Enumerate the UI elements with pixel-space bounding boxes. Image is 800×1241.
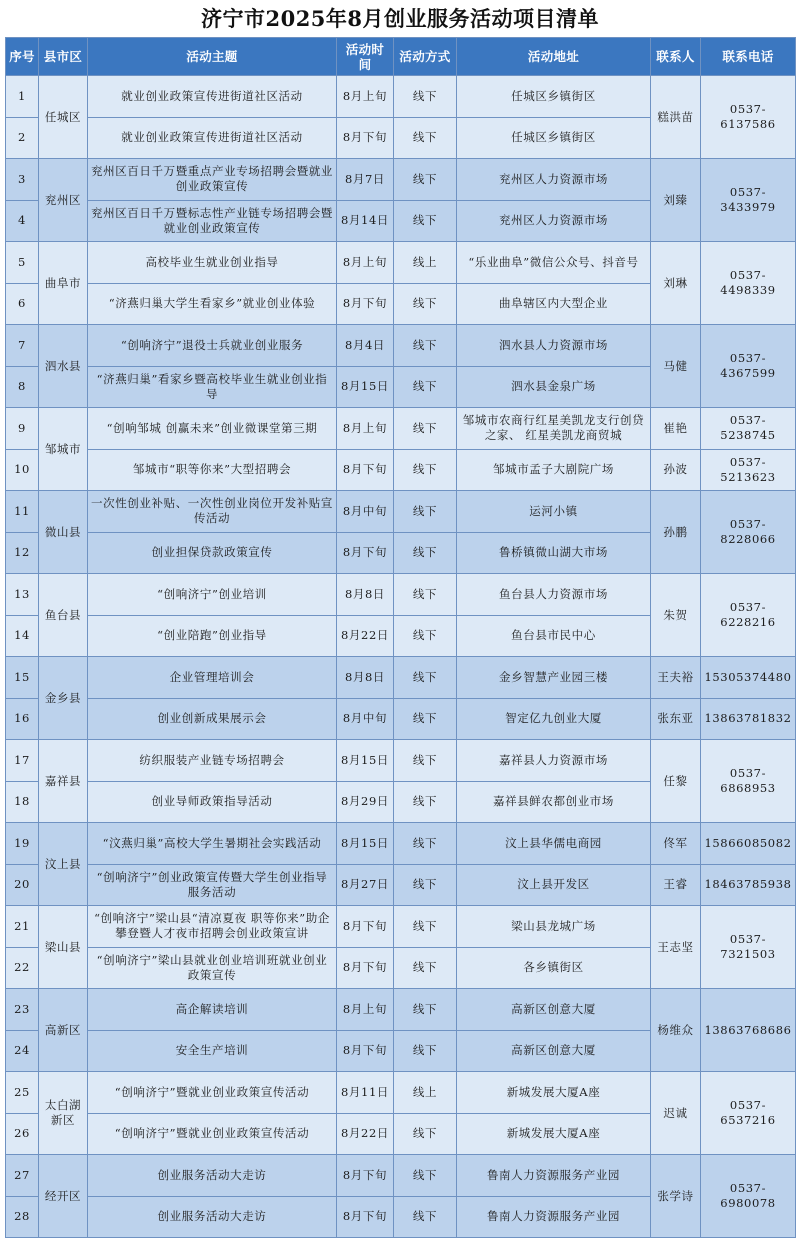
topic-cell: “济燕归巢大学生看家乡”就业创业体验 [88,283,337,325]
topic-cell: 创业创新成果展示会 [88,698,337,740]
topic-cell: “创响邹城 创赢未来”创业微课堂第三期 [88,408,337,450]
district-cell: 高新区 [39,989,88,1072]
district-cell: 邹城市 [39,408,88,491]
mode-cell: 线下 [394,1113,457,1155]
table-row [6,76,796,118]
row-number: 6 [6,283,39,325]
header-time: 活动时间 [337,38,394,76]
topic-cell: “创响济宁”暨就业创业政策宣传活动 [88,1072,337,1114]
time-cell: 8月上旬 [337,242,394,284]
time-cell: 8月4日 [337,325,394,367]
row-number: 17 [6,740,39,782]
district-cell: 泗水县 [39,325,88,408]
phone-cell: 0537-6537216 [701,1072,796,1155]
phone-cell: 15866085082 [701,823,796,865]
time-cell: 8月15日 [337,823,394,865]
row-number: 7 [6,325,39,367]
mode-cell: 线下 [394,366,457,408]
mode-cell: 线下 [394,615,457,657]
mode-cell: 线下 [394,740,457,782]
header-mode: 活动方式 [394,38,457,76]
time-cell: 8月上旬 [337,76,394,118]
time-cell: 8月11日 [337,1072,394,1114]
address-cell: 泗水县人力资源市场 [457,325,651,367]
mode-cell: 线上 [394,242,457,284]
address-cell: 智定亿九创业大厦 [457,698,651,740]
mode-cell: 线上 [394,1072,457,1114]
address-cell: 邹城市孟子大剧院广场 [457,449,651,491]
page-title: 济宁市2025年8月创业服务活动项目清单 [200,6,600,31]
row-number: 25 [6,1072,39,1114]
address-cell: 兖州区人力资源市场 [457,159,651,201]
address-cell: 鱼台县市民中心 [457,615,651,657]
address-cell: 鲁南人力资源服务产业园 [457,1196,651,1238]
district-cell: 嘉祥县 [39,740,88,823]
row-number: 27 [6,1155,39,1197]
topic-cell: “创响济宁”梁山县就业创业培训班就业创业政策宣传 [88,947,337,989]
header-no: 序号 [6,38,39,76]
time-cell: 8月下旬 [337,532,394,574]
topic-cell: “创响济宁”退役士兵就业创业服务 [88,325,337,367]
district-cell: 梁山县 [39,906,88,989]
address-cell: 鲁南人力资源服务产业园 [457,1155,651,1197]
district-cell: 汶上县 [39,823,88,906]
mode-cell: 线下 [394,1030,457,1072]
mode-cell: 线下 [394,325,457,367]
time-cell: 8月中旬 [337,698,394,740]
district-cell: 金乡县 [39,657,88,740]
row-number: 15 [6,657,39,699]
topic-cell: 企业管理培训会 [88,657,337,699]
contact-cell: 崔艳 [651,408,701,450]
table-row [6,1155,796,1197]
header-phone: 联系电话 [701,38,796,76]
header-row [6,38,796,76]
district-cell: 经开区 [39,1155,88,1238]
time-cell: 8月上旬 [337,989,394,1031]
time-cell: 8月下旬 [337,1030,394,1072]
district-cell: 曲阜市 [39,242,88,325]
address-cell: 兖州区人力资源市场 [457,200,651,242]
row-number: 5 [6,242,39,284]
time-cell: 8月8日 [337,574,394,616]
contact-cell: 杨维众 [651,989,701,1072]
time-cell: 8月下旬 [337,449,394,491]
time-cell: 8月15日 [337,366,394,408]
topic-cell: 创业担保贷款政策宣传 [88,532,337,574]
contact-cell: 任黎 [651,740,701,823]
topic-cell: 邹城市“职等你来”大型招聘会 [88,449,337,491]
mode-cell: 线下 [394,1155,457,1197]
phone-cell: 0537-4367599 [701,325,796,408]
address-cell: 汶上县开发区 [457,864,651,906]
district-cell: 兖州区 [39,159,88,242]
phone-cell: 0537-6228216 [701,574,796,657]
address-cell: 金乡智慧产业园三楼 [457,657,651,699]
address-cell: 新城发展大厦A座 [457,1072,651,1114]
address-cell: 嘉祥县鲜农都创业市场 [457,781,651,823]
phone-cell: 0537-7321503 [701,906,796,989]
mode-cell: 线下 [394,117,457,159]
time-cell: 8月上旬 [337,408,394,450]
table-row [6,159,796,201]
mode-cell: 线下 [394,574,457,616]
row-number: 2 [6,117,39,159]
row-number: 23 [6,989,39,1031]
contact-cell: 王志坚 [651,906,701,989]
time-cell: 8月14日 [337,200,394,242]
row-number: 11 [6,491,39,533]
phone-cell: 0537-8228066 [701,491,796,574]
row-number: 8 [6,366,39,408]
mode-cell: 线下 [394,283,457,325]
table-header [6,38,796,76]
address-cell: 任城区乡镇街区 [457,117,651,159]
phone-cell: 0537-3433979 [701,159,796,242]
topic-cell: 安全生产培训 [88,1030,337,1072]
activity-table [5,37,796,1238]
row-number: 28 [6,1196,39,1238]
topic-cell: 高企解读培训 [88,989,337,1031]
topic-cell: 兖州区百日千万暨重点产业专场招聘会暨就业创业政策宣传 [88,159,337,201]
table-row [6,325,796,367]
row-number: 13 [6,574,39,616]
address-cell: 新城发展大厦A座 [457,1113,651,1155]
topic-cell: 就业创业政策宣传进街道社区活动 [88,76,337,118]
address-cell: 高新区创意大厦 [457,989,651,1031]
time-cell: 8月22日 [337,1113,394,1155]
table-row [6,657,796,699]
contact-cell: 朱贺 [651,574,701,657]
contact-cell: 刘臻 [651,159,701,242]
mode-cell: 线下 [394,864,457,906]
topic-cell: “创响济宁”创业政策宣传暨大学生创业指导服务活动 [88,864,337,906]
contact-cell: 迟诚 [651,1072,701,1155]
topic-cell: 创业服务活动大走访 [88,1155,337,1197]
phone-cell: 0537-5238745 [701,408,796,450]
time-cell: 8月下旬 [337,906,394,948]
time-cell: 8月15日 [337,740,394,782]
address-cell: 鱼台县人力资源市场 [457,574,651,616]
contact-cell: 王睿 [651,864,701,906]
phone-cell: 0537-6980078 [701,1155,796,1238]
address-cell: 梁山县龙城广场 [457,906,651,948]
address-cell: 各乡镇街区 [457,947,651,989]
time-cell: 8月中旬 [337,491,394,533]
phone-cell: 13863768686 [701,989,796,1072]
address-cell: 嘉祥县人力资源市场 [457,740,651,782]
mode-cell: 线下 [394,491,457,533]
time-cell: 8月下旬 [337,117,394,159]
row-number: 14 [6,615,39,657]
mode-cell: 线下 [394,781,457,823]
row-number: 12 [6,532,39,574]
phone-cell: 18463785938 [701,864,796,906]
address-cell: 鲁桥镇微山湖大市场 [457,532,651,574]
contact-cell: 刘琳 [651,242,701,325]
topic-cell: 纺织服装产业链专场招聘会 [88,740,337,782]
phone-cell: 15305374480 [701,657,796,699]
row-number: 24 [6,1030,39,1072]
row-number: 1 [6,76,39,118]
mode-cell: 线下 [394,408,457,450]
time-cell: 8月22日 [337,615,394,657]
phone-cell: 0537-6868953 [701,740,796,823]
phone-cell: 0537-6137586 [701,76,796,159]
topic-cell: “创响济宁”创业培训 [88,574,337,616]
time-cell: 8月7日 [337,159,394,201]
header-address: 活动地址 [457,38,651,76]
table-row [6,1072,796,1114]
row-number: 3 [6,159,39,201]
district-cell: 任城区 [39,76,88,159]
address-cell: 高新区创意大厦 [457,1030,651,1072]
header-district: 县市区 [39,38,88,76]
mode-cell: 线下 [394,1196,457,1238]
address-cell: 邹城市农商行红星美凯龙支行创贷之家、 红星美凯龙商贸城 [457,408,651,450]
time-cell: 8月下旬 [337,1155,394,1197]
table-row [6,242,796,284]
row-number: 9 [6,408,39,450]
row-number: 26 [6,1113,39,1155]
header-contact: 联系人 [651,38,701,76]
table-row [6,864,796,906]
contact-cell: 糕洪苗 [651,76,701,159]
topic-cell: 兖州区百日千万暨标志性产业链专场招聘会暨就业创业政策宣传 [88,200,337,242]
contact-cell: 马健 [651,325,701,408]
table-row [6,906,796,948]
mode-cell: 线下 [394,823,457,865]
topic-cell: 高校毕业生就业创业指导 [88,242,337,284]
row-number: 16 [6,698,39,740]
contact-cell: 孙波 [651,449,701,491]
district-cell: 微山县 [39,491,88,574]
mode-cell: 线下 [394,657,457,699]
contact-cell: 孙鹏 [651,491,701,574]
address-cell: 任城区乡镇街区 [457,76,651,118]
topic-cell: “汶燕归巢”高校大学生暑期社会实践活动 [88,823,337,865]
row-number: 4 [6,200,39,242]
topic-cell: “济燕归巢”看家乡暨高校毕业生就业创业指导 [88,366,337,408]
table-row [6,491,796,533]
mode-cell: 线下 [394,532,457,574]
mode-cell: 线下 [394,947,457,989]
row-number: 22 [6,947,39,989]
row-number: 19 [6,823,39,865]
address-cell: 汶上县华儒电商园 [457,823,651,865]
table-row [6,823,796,865]
table-row [6,989,796,1031]
address-cell: “乐业曲阜”微信公众号、抖音号 [457,242,651,284]
phone-cell: 13863781832 [701,698,796,740]
topic-cell: 就业创业政策宣传进街道社区活动 [88,117,337,159]
row-number: 21 [6,906,39,948]
topic-cell: 一次性创业补贴、一次性创业岗位开发补贴宣传活动 [88,491,337,533]
topic-cell: “创响济宁”梁山县“清凉夏夜 职等你来”助企攀登暨人才夜市招聘会创业政策宣讲 [88,906,337,948]
mode-cell: 线下 [394,698,457,740]
mode-cell: 线下 [394,449,457,491]
mode-cell: 线下 [394,76,457,118]
table-row [6,449,796,491]
table-row [6,574,796,616]
topic-cell: “创业陪跑”创业指导 [88,615,337,657]
contact-cell: 张学诗 [651,1155,701,1238]
topic-cell: “创响济宁”暨就业创业政策宣传活动 [88,1113,337,1155]
address-cell: 运河小镇 [457,491,651,533]
mode-cell: 线下 [394,989,457,1031]
topic-cell: 创业导师政策指导活动 [88,781,337,823]
table-row [6,408,796,450]
time-cell: 8月29日 [337,781,394,823]
district-cell: 鱼台县 [39,574,88,657]
mode-cell: 线下 [394,200,457,242]
district-cell: 太白湖新区 [39,1072,88,1155]
table-row [6,698,796,740]
header-topic: 活动主题 [88,38,337,76]
topic-cell: 创业服务活动大走访 [88,1196,337,1238]
phone-cell: 0537-5213623 [701,449,796,491]
contact-cell: 佟军 [651,823,701,865]
address-cell: 曲阜辖区内大型企业 [457,283,651,325]
time-cell: 8月27日 [337,864,394,906]
row-number: 10 [6,449,39,491]
row-number: 20 [6,864,39,906]
mode-cell: 线下 [394,159,457,201]
time-cell: 8月8日 [337,657,394,699]
time-cell: 8月下旬 [337,1196,394,1238]
address-cell: 泗水县金泉广场 [457,366,651,408]
contact-cell: 张东亚 [651,698,701,740]
contact-cell: 王夫裕 [651,657,701,699]
time-cell: 8月下旬 [337,283,394,325]
time-cell: 8月下旬 [337,947,394,989]
phone-cell: 0537-4498339 [701,242,796,325]
table-body [6,76,796,1238]
row-number: 18 [6,781,39,823]
table-row [6,740,796,782]
mode-cell: 线下 [394,906,457,948]
